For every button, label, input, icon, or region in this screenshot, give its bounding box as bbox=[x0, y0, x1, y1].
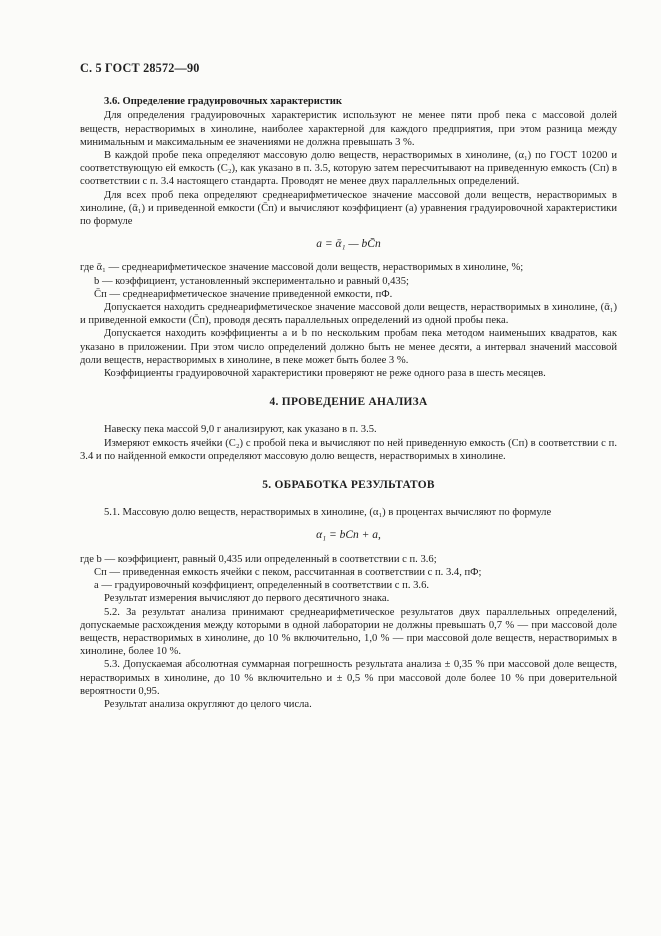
calibration-formula: a = ᾱ₁ — bC̄п bbox=[316, 238, 381, 251]
definition-alpha-mean: где ᾱ₁ — среднеарифметическое значение массовой доли веществ, нерастворимых в хинолине, %; bbox=[80, 262, 524, 274]
definition-cp-mean: C̄п — среднеарифметическое значение приведенной емкости, пФ. bbox=[94, 288, 393, 300]
section-5-paragraph-2: Результат измерения вычисляют до первого десятичного знака. bbox=[104, 593, 390, 605]
section-3-6-paragraph-3: Для всех проб пека определяют среднеарифметическое значение массовой доли веществ, нерастворимых в хинолине, (ᾱ₁) и приведенной емкости (C̄п) и вычисляют коэффициент (a) уравнения градуировочной характеристики по формуле bbox=[80, 189, 617, 228]
section-4-paragraph-2: Измеряют емкость ячейки (C₂) с пробой пека и вычисляют по ней приведенную емкость (Cп) в соответствии с п. 3.4 и по найденной емкости определяют массовую долю веществ, нерастворимых в хинолине. bbox=[80, 437, 617, 462]
result-formula: α₁ = bCп + a, bbox=[316, 529, 381, 542]
section-5-paragraph-3: 5.2. За результат анализа принимают среднеарифметическое результатов двух параллельных определений, допускаемые расхождения между которыми в одной лаборатории не должны превышать 0,7 % — при массовой доле веществ, нерастворимых в хинолине, до 10 % включительно, 1,0 % — при массовой доле веществ, нерастворимых в хинолине, более 10 %. bbox=[80, 606, 617, 658]
section-4 bbox=[80, 423, 617, 463]
definition-a-result: a — градуировочный коэффициент, определенный в соответствии с п. 3.6. bbox=[94, 580, 430, 592]
section-5-paragraph-4: 5.3. Допускаемая абсолютная суммарная погрешность результата анализа ± 0,35 % при массовой доле веществ, нерастворимых в хинолине, до 10 % включительно и ± 0,5 % при массовой доле более 10 % при доверительной вероятности 0,95. bbox=[80, 659, 617, 697]
definition-b: b — коэффициент, установленный экспериментально и равный 0,435; bbox=[94, 275, 409, 287]
section-3-6-paragraph-5: Допускается находить коэффициенты a и b по нескольким пробам пека методом наименьших квадратов, как указано в приложении. При этом число определений должно быть не менее десяти, а интервал значений массовой доли веществ, нерастворимых в хинолине, в пеке может быть более 3 %. bbox=[80, 328, 617, 366]
section-4-paragraph-1: Навеску пека массой 9,0 г анализируют, как указано в п. 3.5. bbox=[104, 424, 377, 436]
definition-b-result: где b — коэффициент, равный 0,435 или определенный в соответствии с п. 3.6; bbox=[80, 553, 437, 565]
definition-cp-result: Cп — приведенная емкость ячейки с пеком, рассчитанная в соответствии с п. 3.4, пФ; bbox=[94, 566, 482, 578]
section-3-6-title: 3.6. Определение градуировочных характеристик bbox=[104, 96, 343, 108]
section-5 bbox=[80, 506, 617, 711]
section-5-paragraph-5: Результат анализа округляют до целого числа. bbox=[104, 698, 312, 710]
section-3-6-paragraph-4: Допускается находить среднеарифметическое значение массовой доли веществ, нерастворимых в хинолине, (ᾱ₁) и приведенной емкости (C̄п), проводя десять параллельных определений из одной пробы пека. bbox=[80, 302, 617, 327]
section-3-6-paragraph-1: Для определения градуировочных характеристик используют не менее пяти проб пека с массовой долей веществ, нерастворимых в хинолине, наиболее характерной для каждого предприятия, при этом разница между минимальным и максимальным ее значениями не должна превышать 3 %. bbox=[80, 110, 617, 148]
section-3-6-paragraph-2: В каждой пробе пека определяют массовую долю веществ, нерастворимых в хинолине, (α₁) по ГОСТ 10200 и соответствующую ей емкость (C₂), как указано в п. 3.5, которую затем пересчитывают на приведенную емкость (Cп) в соответствии с п. 3.4 настоящего стандарта. Проводят не менее двух параллельных определений. bbox=[80, 150, 617, 188]
page-header: С. 5 ГОСТ 28572—90 bbox=[80, 61, 200, 75]
section-5-paragraph-1: 5.1. Массовую долю веществ, нерастворимых в хинолине, (α₁) в процентах вычисляют по формуле bbox=[104, 507, 552, 519]
section-3-6-paragraph-6: Коэффициенты градуировочной характеристики проверяют не реже одного раза в шесть месяцев. bbox=[104, 368, 546, 380]
section-4-title: 4. ПРОВЕДЕНИЕ АНАЛИЗА bbox=[269, 396, 428, 409]
section-3-6 bbox=[80, 95, 617, 380]
section-5-title: 5. ОБРАБОТКА РЕЗУЛЬТАТОВ bbox=[262, 479, 435, 492]
